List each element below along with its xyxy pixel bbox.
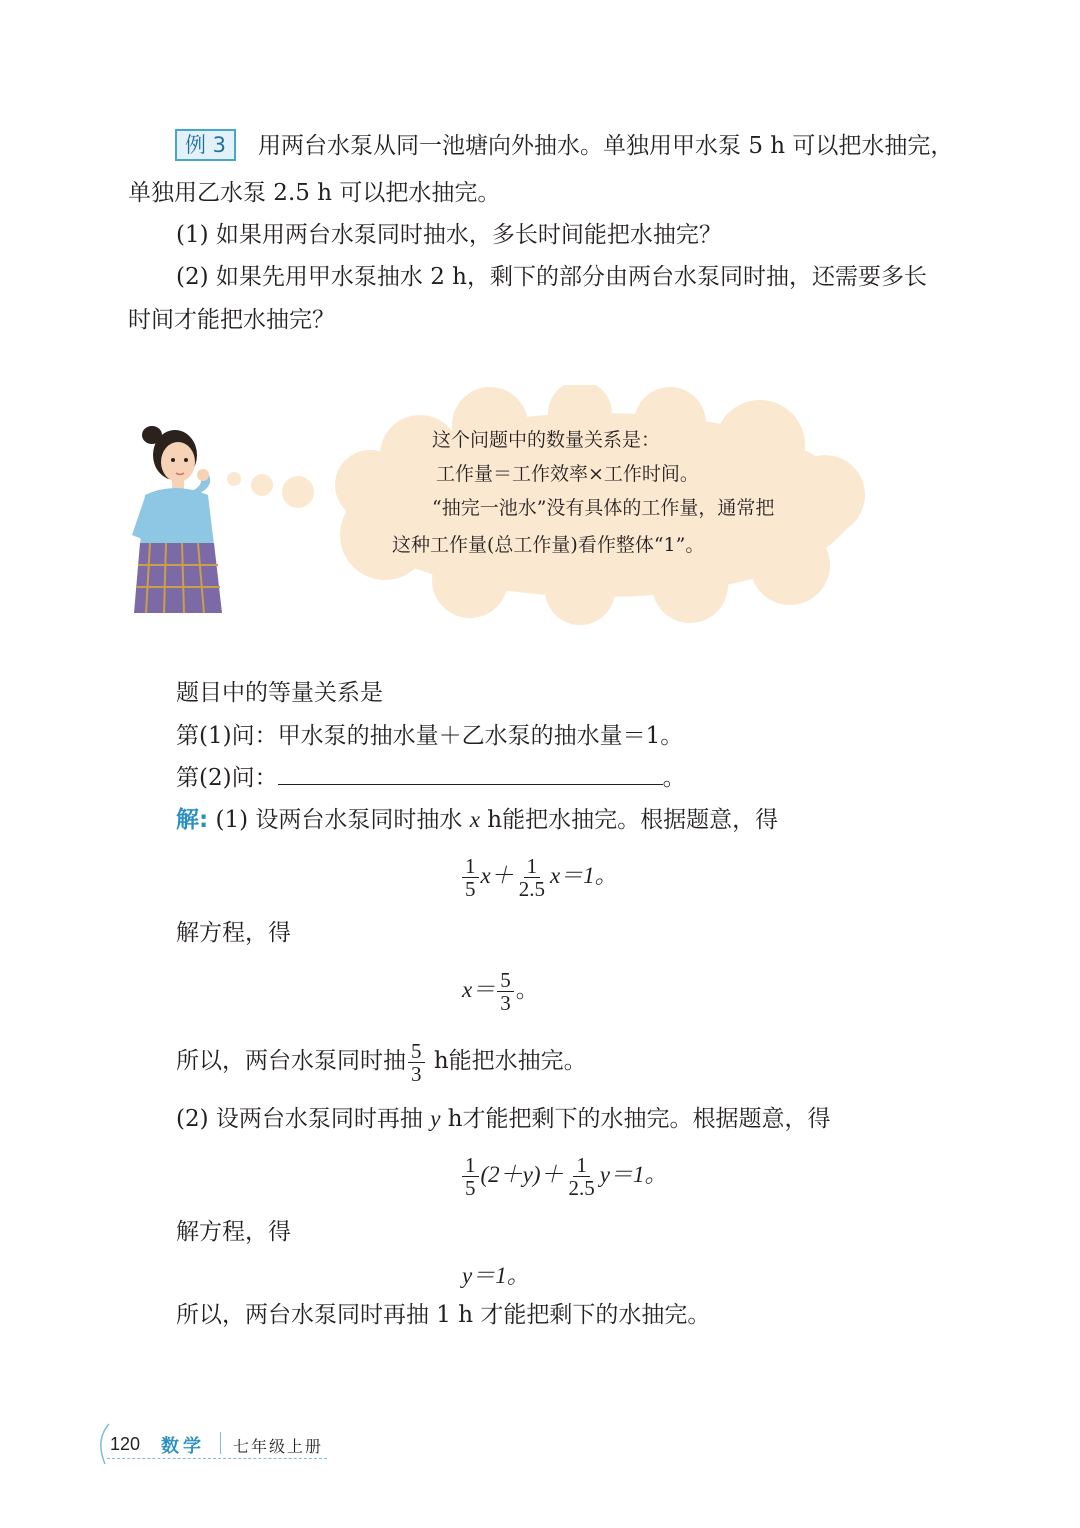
conclusion-2: 所以，两台水泵同时再抽 1 h 才能把剩下的水抽完。 <box>176 1302 711 1328</box>
question-2-b: 时间才能把水抽完？ <box>128 307 335 333</box>
solution-step-2: (2) 设两台水泵同时再抽 y h才能把剩下的水抽完。根据题意，得 <box>176 1106 831 1132</box>
thought-line-3: “抽完一池水”没有具体的工作量，通常把 <box>432 497 775 519</box>
analysis-intro: 题目中的等量关系是 <box>176 680 383 706</box>
analysis-part-1: 第(1)问：甲水泵的抽水量＋乙水泵的抽水量＝1。 <box>176 723 684 749</box>
solve-equation-2: 解方程，得 <box>176 1219 291 1245</box>
result-1: x＝ $\frac{5}{3}$ 。 <box>462 967 539 1015</box>
analysis-part-2: 第(2)问： 。 <box>176 762 686 794</box>
conclusion-1: 所以，两台水泵同时抽 $\frac{5}{3}$ h能把水抽完。 <box>176 1038 587 1086</box>
thought-line-1: 这个问题中的数量关系是： <box>432 429 661 451</box>
grade-label: 七年级上册 <box>233 1437 324 1456</box>
result-2: y＝1。 <box>462 1263 530 1288</box>
footer-dotted-line <box>107 1458 327 1459</box>
equation-2: $\frac{1}{5}$ (2＋y)＋ $\frac{1}{2.5}$ y＝1。 <box>460 1147 668 1203</box>
answer-blank[interactable] <box>278 762 663 785</box>
question-1: (1) 如果用两台水泵同时抽水，多长时间能把水抽完？ <box>176 222 722 248</box>
page-number: 120 <box>110 1434 141 1454</box>
example-line-1: 例 3 用两台水泵从同一池塘向外抽水。单独用甲水泵 5 h 可以把水抽完， <box>175 130 953 162</box>
solution-step-1: 解: (1) 设两台水泵同时抽水 x h能把水抽完。根据题意，得 <box>176 807 779 833</box>
equation-1: $\frac{1}{5}$ x＋ $\frac{1}{2.5}$ x＝1。 <box>460 848 618 904</box>
page-footer <box>95 1420 335 1470</box>
thought-line-4: 这种工作量(总工作量)看作整体“1”。 <box>392 534 705 556</box>
solution-label: 解: <box>176 807 209 833</box>
example-line-2: 单独用乙水泵 2.5 h 可以把水抽完。 <box>128 180 501 206</box>
thought-line-2: 工作量＝工作效率×工作时间。 <box>436 463 699 485</box>
solve-equation-1: 解方程，得 <box>176 920 291 946</box>
example-tag: 例 3 <box>175 129 236 161</box>
question-2-a: (2) 如果先用甲水泵抽水 2 h，剩下的部分由两台水泵同时抽，还需要多长 <box>176 264 927 290</box>
girl-illustration <box>120 415 230 615</box>
subject-label: 数学 <box>161 1436 205 1457</box>
footer-separator <box>220 1432 221 1454</box>
